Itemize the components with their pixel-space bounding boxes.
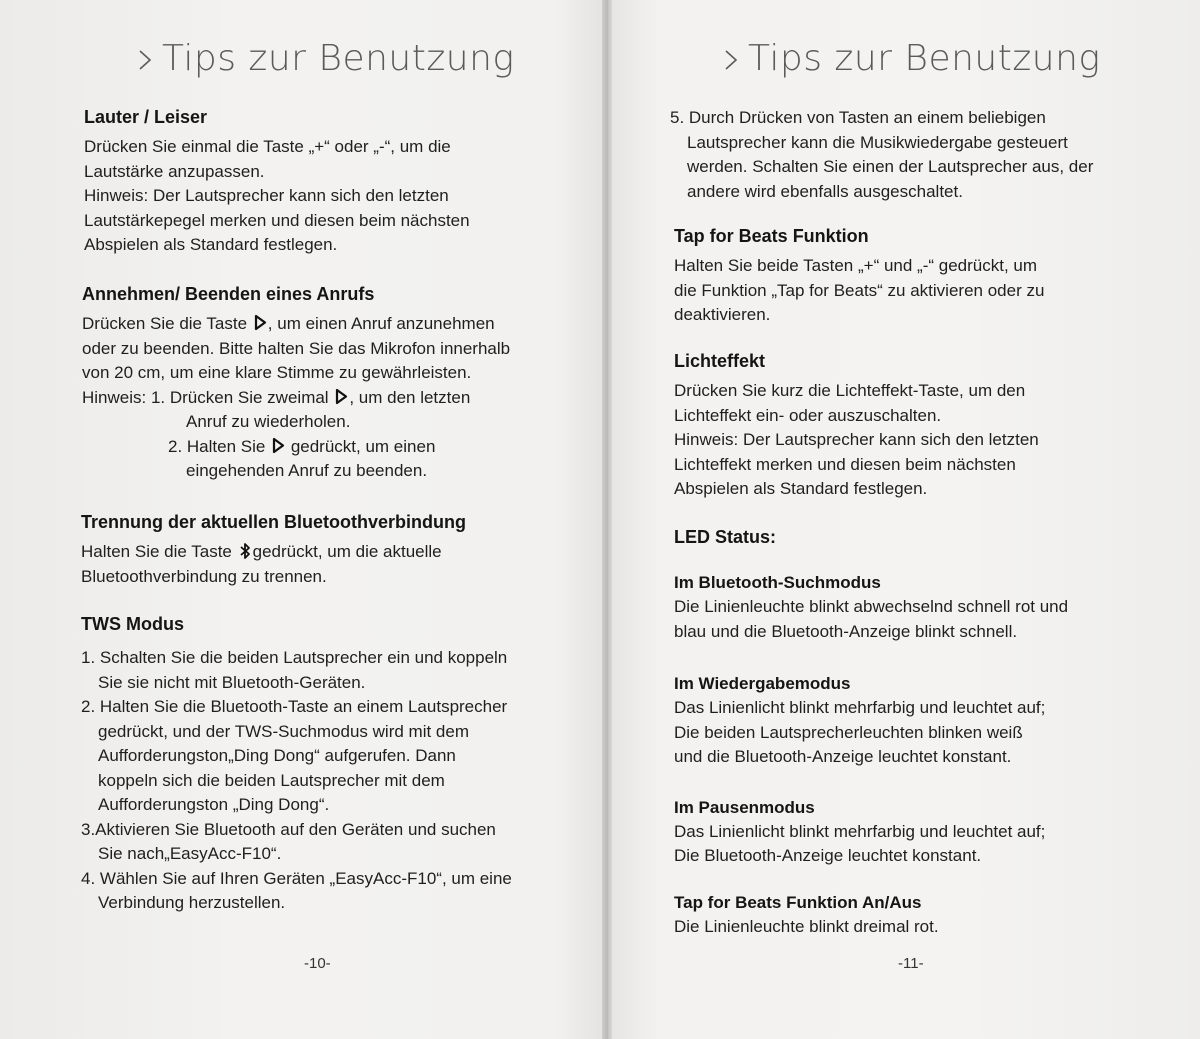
text-line: 3.Aktivieren Sie Bluetooth auf den Geräten und suchen bbox=[81, 819, 496, 839]
volume-section bbox=[84, 105, 470, 258]
text-line: Hinweis: Der Lautsprecher kann sich den letzten bbox=[674, 430, 1039, 449]
right-page bbox=[612, 0, 1200, 1039]
text-line: Halten Sie beide Tasten „+“ und „-“ gedrückt, um bbox=[674, 256, 1038, 275]
text-line: werden. Schalten Sie einen der Lautsprecher aus, der bbox=[687, 157, 1094, 176]
section-heading: Lichteffekt bbox=[674, 351, 766, 371]
text-fragment: 2. Halten Sie bbox=[168, 436, 266, 456]
text-line: Lichteffekt merken und diesen beim nächsten bbox=[674, 454, 1016, 474]
text-line bbox=[81, 540, 466, 565]
text-line: und die Bluetooth-Anzeige leuchtet konstant. bbox=[674, 747, 1012, 766]
subsection-heading: Im Wiedergabemodus bbox=[674, 674, 851, 693]
text-line: blau und die Bluetooth-Anzeige blinkt schnell. bbox=[674, 621, 1018, 641]
page-title bbox=[138, 38, 515, 79]
play-icon bbox=[254, 314, 267, 331]
text-line: von 20 cm, um eine klare Stimme zu gewährleisten. bbox=[82, 363, 472, 382]
bluetooth-icon bbox=[239, 542, 251, 560]
text-line: Sie sie nicht mit Bluetooth-Geräten. bbox=[98, 672, 366, 692]
text-line: Abspielen als Standard festlegen. bbox=[674, 479, 928, 498]
text-line: Drücken Sie einmal die Taste „+“ oder „-“, um die bbox=[84, 137, 451, 156]
text-line: Verbindung herzustellen. bbox=[98, 893, 286, 912]
tws-section bbox=[81, 612, 512, 916]
text-line: Lichteffekt ein- oder auszuschalten. bbox=[674, 405, 942, 425]
page-number: -11- bbox=[898, 955, 924, 972]
text-fragment: , um den letzten bbox=[349, 387, 471, 407]
text-line: 4. Wählen Sie auf Ihren Geräten „EasyAcc-F10“, um eine bbox=[81, 868, 512, 888]
text-line: 2. Halten Sie die Bluetooth-Taste an einem Lautsprecher bbox=[81, 697, 508, 716]
text-fragment: Hinweis: 1. Drücken Sie zweimal bbox=[82, 387, 329, 407]
text-line: Die Linienleuchte blinkt abwechselnd schnell rot und bbox=[674, 597, 1069, 616]
text-line: Anruf zu wiederholen. bbox=[186, 412, 351, 431]
subsection-heading: Im Pausenmodus bbox=[674, 797, 815, 817]
page-number: -10- bbox=[304, 955, 331, 972]
light-effect-section bbox=[674, 349, 1039, 502]
text-fragment: Halten Sie die Taste bbox=[81, 542, 232, 561]
play-icon bbox=[272, 437, 285, 454]
text-line: eingehenden Anruf zu beenden. bbox=[186, 461, 428, 480]
text-line: Das Linienlicht blinkt mehrfarbig und leuchtet auf; bbox=[674, 821, 1046, 841]
text-line: Aufforderungston„Ding Dong“ aufgerufen. Dann bbox=[98, 746, 456, 765]
text-line: Bluetoothverbindung zu trennen. bbox=[81, 566, 327, 586]
text-line: Lautstärke anzupassen. bbox=[84, 161, 265, 181]
text-line: Die beiden Lautsprecherleuchten blinken weiß bbox=[674, 722, 1023, 742]
text-line bbox=[82, 312, 510, 337]
call-section bbox=[82, 282, 510, 484]
text-line: die Funktion „Tap for Beats“ zu aktivieren oder zu bbox=[674, 280, 1045, 300]
page-title-text: Tips zur Benutzung bbox=[748, 38, 1101, 79]
led-status-section bbox=[674, 525, 1068, 939]
subsection-heading: Im Bluetooth-Suchmodus bbox=[674, 573, 881, 592]
page-title bbox=[724, 38, 1101, 79]
text-line: gedrückt, und der TWS-Suchmodus wird mit dem bbox=[98, 721, 469, 741]
text-line: Sie nach„EasyAcc-F10“. bbox=[98, 844, 282, 863]
chevron-right-icon bbox=[724, 49, 738, 71]
text-line: Die Bluetooth-Anzeige leuchtet konstant. bbox=[674, 846, 982, 865]
text-line: Lautsprecher kann die Musikwiedergabe gesteuert bbox=[687, 132, 1068, 152]
section-heading: Trennung der aktuellen Bluetoothverbindung bbox=[81, 512, 467, 532]
play-icon bbox=[335, 388, 348, 405]
text-line: Drücken Sie kurz die Lichteffekt-Taste, um den bbox=[674, 381, 1026, 400]
section-heading: Lauter / Leiser bbox=[84, 107, 208, 127]
text-line: oder zu beenden. Bitte halten Sie das Mikrofon innerhalb bbox=[82, 338, 511, 358]
page-title-text: Tips zur Benutzung bbox=[162, 38, 515, 79]
text-line: koppeln sich die beiden Lautsprecher mit dem bbox=[98, 770, 445, 790]
text-line: Lautstärkepegel merken und diesen beim nächsten bbox=[84, 210, 470, 230]
section-heading: Tap for Beats Funktion bbox=[674, 226, 869, 246]
text-line: Die Linienleuchte blinkt dreimal rot. bbox=[674, 916, 939, 936]
text-fragment: , um einen Anruf anzunehmen bbox=[267, 314, 495, 333]
text-fragment: Drücken Sie die Taste bbox=[82, 314, 248, 333]
section-heading: LED Status: bbox=[674, 527, 777, 547]
text-line: Aufforderungston „Ding Dong“. bbox=[98, 795, 330, 814]
tap-for-beats-section bbox=[674, 224, 1044, 328]
text-line bbox=[82, 435, 510, 460]
text-line: Hinweis: Der Lautsprecher kann sich den letzten bbox=[84, 186, 449, 205]
text-line: 5. Durch Drücken von Tasten an einem beliebigen bbox=[670, 108, 1046, 127]
tws-continued-section bbox=[670, 106, 1093, 204]
text-line bbox=[82, 386, 510, 411]
section-heading: Annehmen/ Beenden eines Anrufs bbox=[82, 284, 375, 304]
bluetooth-section bbox=[81, 510, 466, 589]
text-line: 1. Schalten Sie die beiden Lautsprecher ein und koppeln bbox=[81, 648, 508, 667]
text-fragment: gedrückt, um einen bbox=[290, 436, 436, 456]
subsection-heading: Tap for Beats Funktion An/Aus bbox=[674, 892, 922, 912]
text-line: deaktivieren. bbox=[674, 305, 771, 324]
text-line: Das Linienlicht blinkt mehrfarbig und leuchtet auf; bbox=[674, 698, 1046, 717]
text-fragment: gedrückt, um die aktuelle bbox=[252, 542, 442, 561]
text-line: Abspielen als Standard festlegen. bbox=[84, 235, 338, 254]
chevron-right-icon bbox=[138, 49, 152, 71]
section-heading: TWS Modus bbox=[81, 614, 184, 634]
text-line: andere wird ebenfalls ausgeschaltet. bbox=[687, 181, 963, 201]
